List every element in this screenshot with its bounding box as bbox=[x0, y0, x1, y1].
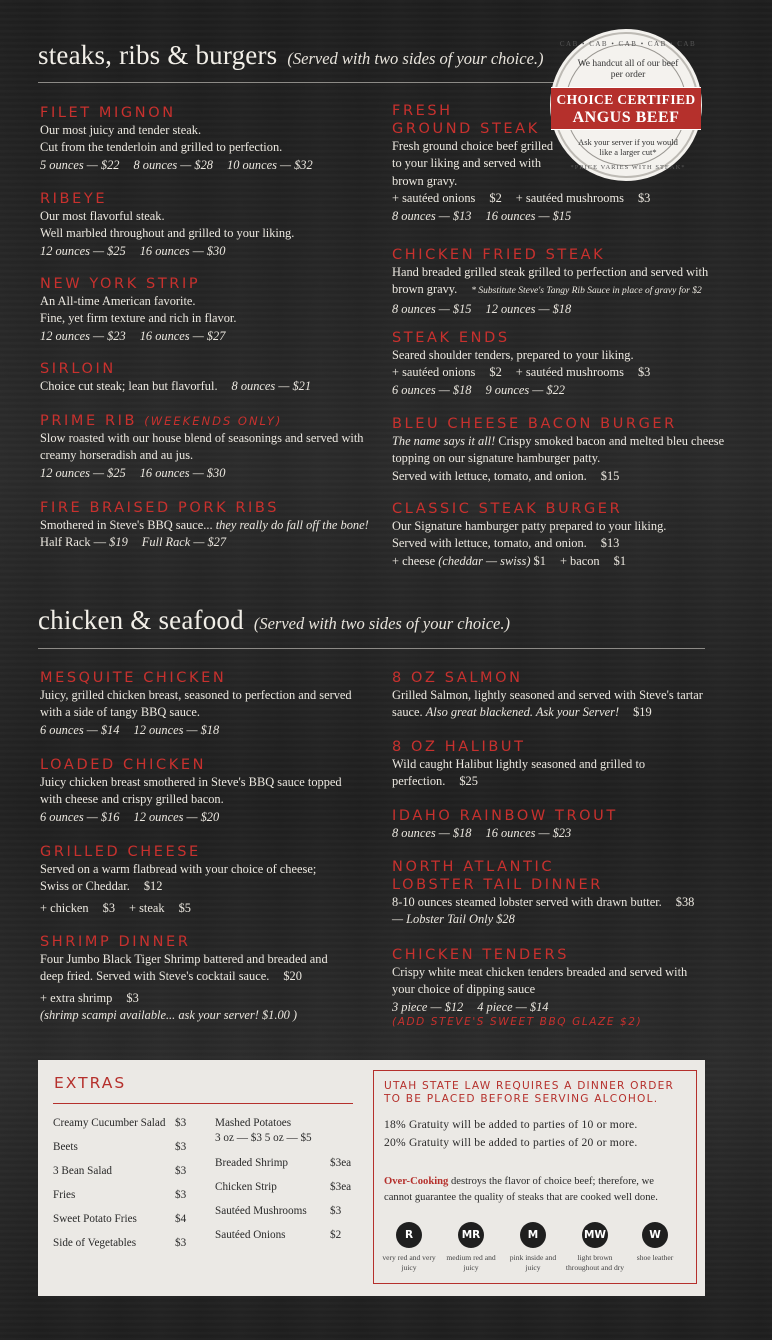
extras-item-price: $3 bbox=[175, 1141, 187, 1153]
price: 12 ounces — $25 bbox=[40, 243, 126, 258]
addon: + sautéed onions bbox=[392, 365, 476, 380]
menu-item-filet-mignon bbox=[40, 104, 313, 174]
item-desc: 8-10 ounces steamed lobster served with drawn butter. bbox=[392, 895, 662, 909]
item-desc-line bbox=[40, 968, 328, 985]
item-name: CHICKEN FRIED STEAK bbox=[392, 247, 606, 263]
item-desc-line bbox=[392, 704, 703, 721]
price: $19 bbox=[633, 705, 652, 720]
item-name-line bbox=[40, 412, 363, 430]
item-name: IDAHO RAINBOW TROUT bbox=[392, 808, 618, 824]
item-desc-line bbox=[392, 773, 645, 790]
addon-price: $3 bbox=[126, 990, 139, 1005]
item-name: RIBEYE bbox=[40, 191, 108, 207]
item-addons bbox=[392, 190, 650, 207]
item-note: * Substitute Steve's Tangy Rib Sauce in place of gravy for $2 bbox=[471, 286, 702, 297]
item-name: FRESH bbox=[392, 103, 453, 119]
price: 16 ounces — $30 bbox=[139, 243, 226, 258]
price: 4 piece — $14 bbox=[477, 999, 549, 1014]
item-desc: Served with lettuce, tomato, and onion. bbox=[392, 468, 587, 483]
extras-item-sizes: 3 oz — $3 5 oz — $5 bbox=[215, 1132, 312, 1144]
price: 8 ounces — $21 bbox=[231, 379, 312, 393]
item-desc-line bbox=[40, 878, 316, 895]
extras-item-price: $3 bbox=[175, 1117, 187, 1129]
price: $15 bbox=[600, 468, 620, 483]
menu-item-steak-ends bbox=[392, 329, 650, 399]
doneness-caption: pink inside and juicy bbox=[509, 1253, 557, 1272]
item-desc: Our most flavorful steak. bbox=[40, 209, 165, 223]
item-name: MESQUITE CHICKEN bbox=[40, 670, 227, 686]
item-desc: perfection. bbox=[392, 774, 446, 789]
price: 12 ounces — $23 bbox=[40, 328, 126, 343]
menu-item-pork-ribs bbox=[40, 499, 369, 552]
steaks-subtitle: (Served with two sides of your choice.) bbox=[287, 49, 544, 68]
item-desc: Slow roasted with our house blend of seasonings and served with bbox=[40, 431, 364, 445]
extras-item-name: Beets bbox=[53, 1141, 78, 1153]
price: 8 ounces — $13 bbox=[392, 208, 472, 223]
item-desc-italic: Also great blackened. Ask your Server! bbox=[425, 705, 620, 720]
menu-item-salmon bbox=[392, 669, 703, 722]
item-addons bbox=[392, 553, 666, 570]
doneness-medium-icon: M bbox=[520, 1222, 546, 1248]
price: 5 ounces — $22 bbox=[40, 157, 120, 172]
price: $20 bbox=[283, 969, 302, 984]
addon: + extra shrimp bbox=[40, 990, 113, 1005]
overcooking-text: destroys the flavor of choice beef; therefore, we bbox=[448, 1176, 654, 1187]
price: 8 ounces — $15 bbox=[392, 301, 472, 316]
menu-item-classic-steak-burger bbox=[392, 500, 666, 570]
price: 16 ounces — $15 bbox=[485, 208, 572, 223]
badge-handcut-text: We handcut all of our beef per order bbox=[577, 59, 679, 80]
addon: + bacon bbox=[559, 553, 600, 568]
doneness-medium-well-icon: MW bbox=[582, 1222, 608, 1248]
item-desc: Choice cut steak; lean but flavorful. bbox=[40, 379, 218, 393]
menu-item-bleu-cheese-bacon-burger bbox=[392, 415, 724, 485]
addon-price: $3 bbox=[637, 365, 651, 380]
extras-item-price: $3 bbox=[175, 1237, 187, 1249]
badge-banner-line1: CHOICE CERTIFIED bbox=[556, 92, 696, 107]
steaks-title: steaks, ribs & burgers bbox=[38, 40, 278, 70]
addon-price: $1 bbox=[530, 553, 546, 568]
item-addons bbox=[392, 364, 650, 381]
item-desc: Well marbled throughout and grilled to your liking. bbox=[40, 226, 295, 241]
steaks-section-title bbox=[38, 40, 544, 71]
item-prices bbox=[392, 382, 650, 399]
item-desc: Wild caught Halibut lightly seasoned and grilled to bbox=[392, 757, 646, 771]
addon: + sautéed mushrooms bbox=[515, 365, 624, 380]
item-name: STEAK ENDS bbox=[392, 330, 510, 346]
item-glaze-addon: (ADD STEVE'S SWEET BBQ GLAZE $2) bbox=[392, 1016, 643, 1029]
item-prices bbox=[392, 301, 708, 318]
addon-price: $3 bbox=[102, 900, 116, 915]
doneness-caption: light brown throughout and dry bbox=[565, 1253, 625, 1272]
item-name: SIRLOIN bbox=[40, 361, 116, 377]
gratuity-line-1: 18% Gratuity will be added to parties of 10 or more. bbox=[384, 1118, 638, 1131]
item-prices bbox=[392, 825, 618, 842]
item-desc: sauce. bbox=[392, 705, 423, 720]
item-desc: Juicy, grilled chicken breast, seasoned to perfection and served bbox=[40, 688, 352, 702]
item-prices bbox=[40, 243, 294, 260]
extras-item-name: Mashed Potatoes bbox=[215, 1117, 292, 1129]
item-desc: Our most juicy and tender steak. bbox=[40, 123, 202, 137]
price: 16 ounces — $30 bbox=[139, 465, 226, 480]
menu-item-new-york-strip bbox=[40, 275, 236, 345]
menu-item-loaded-chicken bbox=[40, 756, 342, 826]
item-name: GRILLED CHEESE bbox=[40, 844, 201, 860]
price: 12 ounces — $18 bbox=[133, 722, 220, 737]
item-desc: Grilled Salmon, lightly seasoned and served with Steve's tartar bbox=[392, 688, 703, 702]
item-desc: Fine, yet firm texture and rich in flavor. bbox=[40, 311, 237, 326]
doneness-caption: shoe leather bbox=[636, 1253, 674, 1262]
price-label: Half Rack — bbox=[40, 535, 110, 550]
price: 3 piece — $12 bbox=[392, 999, 464, 1014]
item-desc: Seared shoulder tenders, prepared to your liking. bbox=[392, 348, 634, 362]
price: $12 bbox=[143, 879, 163, 894]
item-prices bbox=[40, 722, 352, 739]
item-desc: Crispy smoked bacon and melted bleu cheese bbox=[495, 434, 725, 448]
addon: + sautéed mushrooms bbox=[515, 191, 624, 206]
item-name: SHRIMP DINNER bbox=[40, 934, 191, 950]
item-desc-line bbox=[40, 378, 311, 395]
extras-item-name: Breaded Shrimp bbox=[215, 1157, 289, 1169]
extras-item-name: Sweet Potato Fries bbox=[53, 1213, 137, 1225]
extras-item-price: $3 bbox=[175, 1189, 187, 1201]
price: 6 ounces — $16 bbox=[40, 809, 120, 824]
item-tag: (WEEKENDS ONLY) bbox=[144, 414, 283, 428]
menu-item-shrimp-dinner bbox=[40, 933, 328, 1025]
menu-item-mesquite-chicken bbox=[40, 669, 352, 739]
item-desc: with a side of tangy BBQ sauce. bbox=[40, 705, 201, 720]
item-name: 8 OZ SALMON bbox=[392, 670, 523, 686]
item-name: 8 OZ HALIBUT bbox=[392, 739, 526, 755]
extras-item-price: $2 bbox=[330, 1229, 342, 1241]
menu-item-ribeye bbox=[40, 190, 294, 260]
item-desc: creamy horseradish and au jus. bbox=[40, 448, 194, 463]
item-name: PRIME RIB bbox=[40, 413, 138, 429]
price: 12 ounces — $20 bbox=[133, 809, 220, 824]
addon-price: $2 bbox=[489, 191, 502, 206]
item-name: CLASSIC STEAK BURGER bbox=[392, 501, 623, 517]
doneness-well-icon: W bbox=[642, 1222, 668, 1248]
price: 6 ounces — $14 bbox=[40, 722, 120, 737]
item-name: FIRE BRAISED PORK RIBS bbox=[40, 500, 280, 516]
item-desc: Swiss or Cheddar. bbox=[40, 879, 130, 894]
price: 16 ounces — $27 bbox=[139, 328, 226, 343]
item-desc: Served with lettuce, tomato, and onion. bbox=[392, 536, 587, 551]
item-price-alt: — Lobster Tail Only $28 bbox=[392, 912, 515, 927]
price: 8 ounces — $18 bbox=[392, 826, 472, 840]
item-name: NEW YORK STRIP bbox=[40, 276, 201, 292]
doneness-rare-icon: R bbox=[396, 1222, 422, 1248]
steaks-divider bbox=[38, 82, 558, 83]
extras-panel bbox=[38, 1060, 705, 1296]
item-desc-line bbox=[392, 535, 666, 552]
item-name: NORTH ATLANTIC bbox=[392, 859, 555, 875]
item-desc: Cut from the tenderloin and grilled to perfection. bbox=[40, 140, 283, 155]
item-name: GROUND STEAK bbox=[392, 121, 540, 137]
menu-item-grilled-cheese bbox=[40, 843, 316, 917]
menu-item-lobster-tail bbox=[392, 858, 694, 929]
extras-item-price: $3ea bbox=[330, 1157, 352, 1169]
gratuity-line-2: 20% Gratuity will be added to parties of 20 or more. bbox=[384, 1136, 638, 1149]
item-desc: deep fried. Served with Steve's cocktail sauce. bbox=[40, 969, 270, 984]
doneness-medium-rare-icon: MR bbox=[458, 1222, 484, 1248]
extras-title: EXTRAS bbox=[54, 1074, 127, 1092]
price: $13 bbox=[600, 536, 620, 551]
item-desc: topping on our signature hamburger patty. bbox=[392, 451, 601, 466]
item-desc-line bbox=[392, 468, 724, 485]
item-desc: to your liking and served with bbox=[392, 156, 542, 171]
item-name: CHICKEN TENDERS bbox=[392, 947, 570, 963]
item-desc: Juicy chicken breast smothered in Steve's BBQ sauce topped bbox=[40, 775, 342, 789]
overcooking-emphasis: Over-Cooking bbox=[384, 1176, 449, 1187]
item-desc: Served on a warm flatbread with your choice of cheese; bbox=[40, 862, 317, 876]
addon-options: (cheddar — swiss) bbox=[438, 553, 531, 568]
item-name: FILET MIGNON bbox=[40, 105, 176, 121]
extras-item-name: Chicken Strip bbox=[215, 1181, 277, 1193]
extras-item-name: Sautéed Mushrooms bbox=[215, 1205, 307, 1217]
menu-item-chicken-tenders bbox=[392, 946, 687, 1028]
overcooking-notice bbox=[384, 1174, 658, 1206]
addon: + steak bbox=[129, 900, 165, 915]
price: 6 ounces — $18 bbox=[392, 382, 472, 397]
extras-item-name: 3 Bean Salad bbox=[53, 1165, 113, 1177]
item-note: (shrimp scampi available... ask your server! $1.00 ) bbox=[40, 1008, 298, 1023]
item-desc: brown gravy. bbox=[392, 173, 458, 188]
item-desc-line bbox=[392, 281, 708, 300]
addon-price: $2 bbox=[489, 365, 502, 380]
addon-price: $3 bbox=[637, 191, 651, 206]
chicken-divider bbox=[38, 648, 705, 649]
item-prices bbox=[40, 534, 369, 551]
price: $25 bbox=[459, 774, 478, 789]
menu-item-fresh-ground-steak bbox=[392, 102, 650, 225]
item-desc: Our Signature hamburger patty prepared to your liking. bbox=[392, 519, 667, 533]
item-prices bbox=[392, 208, 650, 225]
addon-price: $5 bbox=[178, 900, 191, 915]
item-desc: with cheese and crispy grilled bacon. bbox=[40, 792, 224, 807]
addon: + sautéed onions bbox=[392, 191, 476, 206]
item-prices bbox=[392, 999, 687, 1016]
item-prices bbox=[40, 809, 342, 826]
addon: + cheese bbox=[392, 553, 439, 568]
menu-item-sirloin bbox=[40, 360, 311, 395]
law-heading-line1: UTAH STATE LAW REQUIRES A DINNER ORDER bbox=[384, 1080, 675, 1092]
extras-item-name: Fries bbox=[53, 1189, 76, 1201]
item-name: BLEU CHEESE BACON BURGER bbox=[392, 416, 677, 432]
extras-item-name: Creamy Cucumber Salad bbox=[53, 1117, 166, 1129]
price: Full Rack — $27 bbox=[141, 535, 227, 550]
menu-item-halibut bbox=[392, 738, 645, 791]
price: 12 ounces — $25 bbox=[40, 465, 126, 480]
addon-price: $1 bbox=[613, 553, 627, 568]
item-desc: Fresh ground choice beef grilled bbox=[392, 139, 554, 153]
item-name: LOBSTER TAIL DINNER bbox=[392, 877, 603, 893]
item-desc: Crispy white meat chicken tenders breaded and served with bbox=[392, 965, 688, 979]
item-desc-italic: they really do fall off the bone! bbox=[215, 518, 369, 532]
extras-item-price: $4 bbox=[175, 1213, 187, 1225]
badge-ask-text: Ask your server if you would like a larger cut* bbox=[578, 137, 678, 157]
item-addons bbox=[40, 900, 316, 917]
item-addons bbox=[40, 990, 328, 1007]
doneness-caption: medium red and juicy bbox=[446, 1253, 496, 1272]
item-name: LOADED CHICKEN bbox=[40, 757, 207, 773]
addon: + chicken bbox=[40, 900, 89, 915]
chicken-section-title bbox=[38, 605, 510, 636]
price: 9 ounces — $22 bbox=[485, 382, 565, 397]
law-heading-line2: TO BE PLACED BEFORE SERVING ALCOHOL. bbox=[384, 1093, 659, 1105]
price: $19 bbox=[109, 535, 128, 550]
item-desc: your choice of dipping sauce bbox=[392, 982, 536, 997]
chicken-subtitle: (Served with two sides of your choice.) bbox=[253, 614, 510, 633]
price: 12 ounces — $18 bbox=[485, 301, 572, 316]
item-desc: brown gravy. bbox=[392, 282, 458, 297]
extras-item-price: $3 bbox=[330, 1205, 342, 1217]
law-notice-box bbox=[373, 1070, 697, 1284]
extras-divider bbox=[53, 1103, 353, 1104]
item-prices bbox=[40, 328, 236, 345]
badge-banner-line2: ANGUS BEEF bbox=[572, 109, 680, 126]
badge-top-text: CAB • CAB • CAB • CAB • CAB bbox=[559, 40, 697, 48]
law-heading bbox=[384, 1080, 674, 1106]
price: 16 ounces — $23 bbox=[485, 826, 572, 840]
doneness-caption: very red and very juicy bbox=[382, 1253, 436, 1272]
item-desc-line bbox=[392, 894, 694, 911]
menu-item-chicken-fried-steak bbox=[392, 246, 708, 318]
extras-item-price: $3ea bbox=[330, 1181, 352, 1193]
extras-item-name: Side of Vegetables bbox=[53, 1237, 137, 1249]
item-desc-line bbox=[40, 517, 369, 534]
item-desc: Four Jumbo Black Tiger Shrimp battered and breaded and bbox=[40, 952, 328, 966]
chicken-title: chicken & seafood bbox=[38, 605, 244, 635]
item-desc: Hand breaded grilled steak grilled to perfection and served with bbox=[392, 265, 709, 279]
menu-item-rainbow-trout bbox=[392, 807, 618, 842]
overcooking-line1 bbox=[384, 1174, 658, 1190]
item-desc: An All-time American favorite. bbox=[40, 294, 196, 308]
item-prices bbox=[40, 465, 363, 482]
item-prices bbox=[40, 157, 313, 174]
extras-item-price: $3 bbox=[175, 1165, 187, 1177]
price: 10 ounces — $32 bbox=[227, 157, 313, 172]
overcooking-line2: cannot guarantee the quality of steaks that are cooked well done. bbox=[384, 1192, 658, 1203]
item-desc-italic: The name says it all! bbox=[392, 434, 496, 448]
badge-bottom-text: *PRICE VARIES WITH STEAK* bbox=[570, 164, 686, 171]
price: 8 ounces — $28 bbox=[133, 157, 213, 172]
item-desc: Smothered in Steve's BBQ sauce... bbox=[40, 518, 213, 532]
price: $38 bbox=[675, 895, 695, 909]
extras-item-name: Sautéed Onions bbox=[215, 1229, 286, 1241]
item-desc-line bbox=[392, 433, 724, 450]
menu-item-prime-rib bbox=[40, 412, 363, 482]
